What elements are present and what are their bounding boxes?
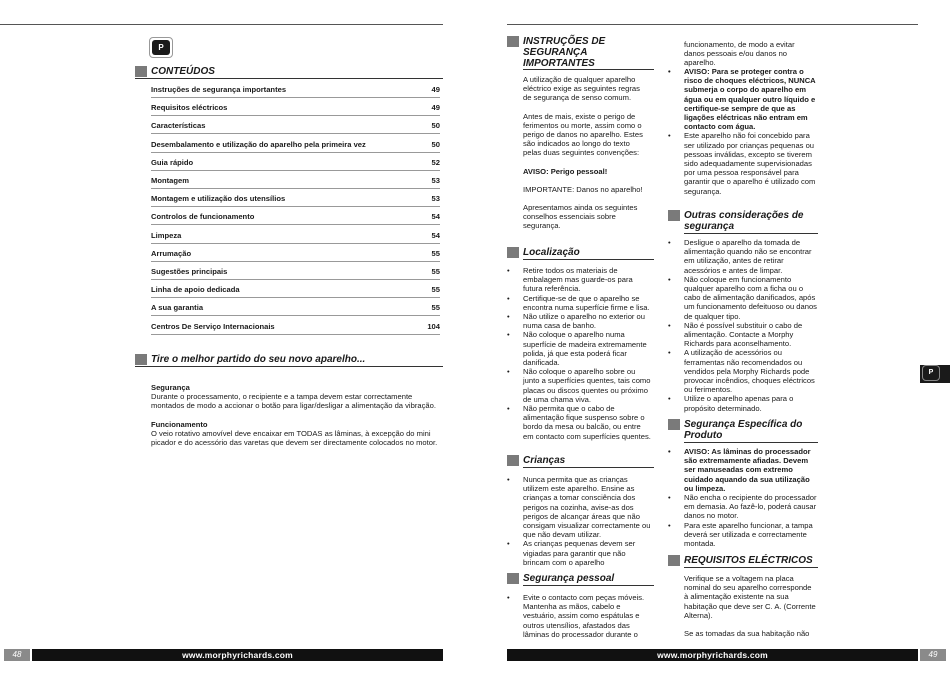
- children-section-header: [507, 455, 654, 469]
- language-edge-tab: [920, 365, 950, 383]
- toc-section-header: [135, 66, 443, 80]
- section-marker-icon: [507, 247, 519, 258]
- location-section-header: [507, 247, 654, 261]
- toc-row-label: Linha de apoio dedicada: [151, 285, 240, 295]
- toc-row-page: 49: [431, 103, 440, 113]
- section-marker-icon: [668, 419, 680, 430]
- electrical-body: [684, 574, 816, 638]
- list-item: • AVISO: As lâminas do processador são extremamente afiadas. Devem ser manuseadas com extremo cuidado aquando da sua utilização ou limpeza.: [668, 447, 818, 493]
- list-item: • Desligue o aparelho da tomada de alimentação quando não se encontrar em utilização, antes de retirar acessórios e antes de limpar.: [668, 238, 818, 275]
- safety-section-header: [507, 36, 654, 70]
- toc-row-label: Instruções de segurança importantes: [151, 85, 287, 94]
- list-item: • Não utilize o aparelho no exterior ou numa casa de banho.: [507, 312, 652, 330]
- toc-row-rule: [151, 261, 440, 262]
- safety-paragraph-3: Apresentamos ainda os seguintes conselhos essenciais sobre segurança.: [523, 203, 638, 231]
- toc-row-label: Limpeza: [151, 230, 182, 240]
- toc-row-page: 104: [427, 321, 440, 331]
- list-item: • Não encha o recipiente do processador em demasia. Ao fazê-lo, poderá causar danos no motor.: [668, 493, 818, 521]
- toc-row[interactable]: [151, 303, 440, 313]
- product-section-header: [668, 419, 818, 443]
- list-item: • Este aparelho não foi concebido para ser utilizado por crianças pequenas ou pessoas inválidas, excepto se tiverem sido adequadamente supervisionadas por uma pessoa responsável para garantir que o aparelho é utilizado com segurança.: [668, 131, 818, 195]
- toc-row[interactable]: [151, 85, 440, 95]
- footer-url-left[interactable]: www.morphyrichards.com: [32, 649, 443, 661]
- toc-row-label: Arrumação: [151, 248, 192, 258]
- list-item: • Certifique-se de que o aparelho se encontra numa superfície firme e lisa.: [507, 294, 652, 312]
- toc-row-label: Sugestões principais: [151, 267, 228, 276]
- toc-row-rule: [151, 206, 440, 207]
- list-item: • A utilização de acessórios ou ferramentas não recomendados ou vendidos pela Morphy Richards pode provocar incêndios, choques eléctricos ou ferimentos.: [668, 348, 818, 394]
- col2-continuation: funcionamento, de modo a evitar danos pessoais e/ou danos no aparelho.: [684, 40, 795, 68]
- list-item: • Não coloque o aparelho sobre ou junto a superfícies quentes, tais como placas ou discos quentes ou próximo de uma chama viva.: [507, 367, 652, 404]
- location-list: [507, 266, 652, 441]
- toc-row-label: Montagem: [151, 176, 189, 185]
- toc-row-rule: [151, 279, 440, 280]
- toc-row-page: 52: [431, 157, 440, 167]
- safety-title: INSTRUÇÕES DE SEGURANÇA IMPORTANTES: [523, 36, 606, 69]
- toc-row-label: Centros De Serviço Internacionais: [151, 321, 275, 331]
- toc-row[interactable]: [151, 267, 440, 277]
- top-rule-left: [0, 24, 443, 25]
- children-list: [507, 475, 652, 567]
- toc-row-page: 55: [431, 267, 440, 276]
- list-item: • Não permita que o cabo de alimentação fique suspenso sobre o bordo da mesa ou balcão, ou entre em contacto com superfícies quentes.: [507, 404, 652, 441]
- section-underline: [684, 442, 818, 443]
- language-badge-frame: [149, 37, 173, 58]
- toc-row[interactable]: [151, 158, 440, 168]
- security-heading: Segurança: [151, 383, 190, 392]
- safety-warning: AVISO: Perigo pessoal!: [523, 166, 608, 176]
- toc-row[interactable]: [151, 231, 440, 241]
- toc-row[interactable]: [151, 103, 440, 113]
- edge-language-badge: P: [924, 366, 938, 380]
- toc-row[interactable]: [151, 285, 440, 295]
- electrical-paragraph-1: Verifique se a voltagem na placa nominal do seu aparelho corresponde à alimentação existente na sua habitação que deve ser C. A. (Corrente Alterna).: [684, 574, 816, 620]
- product-list: [668, 447, 818, 548]
- toc-row-page: 54: [431, 212, 440, 222]
- section-marker-icon: [507, 36, 519, 47]
- section-marker-icon: [507, 573, 519, 584]
- toc-row-page: 54: [431, 230, 440, 240]
- list-item: • Nunca permita que as crianças utilizem este aparelho. Ensine as crianças a tomar consciência dos perigos na cozinha, avise-as dos perigos de alcançar áreas que não consigam visualizar correctamente ou que não devam utilizar.: [507, 475, 652, 539]
- toc-row-rule: [151, 170, 440, 171]
- other-list: [668, 238, 818, 413]
- section-underline: [523, 259, 654, 260]
- toc-row-rule: [151, 224, 440, 225]
- section-marker-icon: [135, 66, 147, 77]
- toc-row-rule: [151, 152, 440, 153]
- toc-row-page: 50: [431, 121, 440, 131]
- personal-title: Segurança pessoal: [523, 573, 615, 584]
- tips-title: Tire o melhor partido do seu novo aparelho...: [151, 354, 366, 365]
- toc-row-label: Montagem e utilização dos utensílios: [151, 194, 286, 204]
- section-underline: [523, 467, 654, 468]
- toc-row-page: 53: [431, 194, 440, 204]
- other-title: Outras considerações de segurança: [684, 210, 804, 232]
- location-title: Localização: [523, 247, 580, 258]
- toc-title: CONTEÚDOS: [151, 66, 215, 77]
- section-marker-icon: [507, 455, 519, 466]
- section-underline: [684, 567, 818, 568]
- toc-row-page: 55: [431, 248, 440, 258]
- toc-row-page: 53: [431, 176, 440, 185]
- section-underline: [135, 366, 443, 367]
- toc-row-page: 50: [431, 139, 440, 149]
- personal-list: [507, 593, 652, 639]
- toc-row[interactable]: [151, 322, 440, 332]
- toc-row-rule: [151, 188, 440, 189]
- electrical-section-header: [668, 555, 818, 569]
- tips-section-header: [135, 354, 443, 368]
- toc-row[interactable]: [151, 176, 440, 186]
- list-item: • Retire todos os materiais de embalagem mas guarde-os para futura referência.: [507, 266, 652, 294]
- toc-row-label: Requisitos eléctricos: [151, 103, 228, 113]
- list-item: • Para este aparelho funcionar, a tampa deverá ser utilizada e correctamente montada.: [668, 521, 818, 549]
- section-underline: [135, 78, 443, 79]
- toc-row-page: 49: [431, 85, 440, 94]
- toc-row-rule: [151, 334, 440, 335]
- children-title: Crianças: [523, 455, 566, 466]
- toc-row-rule: [151, 315, 440, 316]
- toc-row-label: Guia rápido: [151, 157, 194, 167]
- list-item: • Não coloque o aparelho numa superfície de madeira extremamente polida, já que esta poderá ficar danificada.: [507, 330, 652, 367]
- section-marker-icon: [135, 354, 147, 365]
- list-item: • As crianças pequenas devem ser vigiadas para garantir que não brincam com o aparelho: [507, 539, 652, 567]
- footer-url-right[interactable]: www.morphyrichards.com: [507, 649, 918, 661]
- electrical-paragraph-2: Se as tomadas da sua habitação não: [684, 629, 810, 639]
- tips-body: [151, 383, 441, 447]
- list-item: • Utilize o aparelho apenas para o propósito determinado.: [668, 394, 818, 412]
- toc-row-rule: [151, 97, 440, 98]
- toc-row[interactable]: [151, 212, 440, 222]
- function-text: O veio rotativo amovível deve encaixar em TODAS as lâminas, à excepção do mini picador e do acessório das varetas que devem ser directamente colocados no motor.: [151, 428, 438, 448]
- list-item: • AVISO: Para se proteger contra o risco de choques eléctricos, NUNCA submerja o corpo do aparelho em água ou em qualquer outro líquido e certifique-se sempre de que as ligações eléctricas não entram em contacto com água.: [668, 67, 818, 131]
- personal-section-header: [507, 573, 654, 587]
- col2-warning-list: [668, 67, 818, 196]
- page-number-right: 49: [920, 649, 946, 661]
- safety-important: IMPORTANTE: Danos no aparelho!: [523, 184, 643, 194]
- toc-row-page: 55: [431, 303, 440, 313]
- electrical-title: REQUISITOS ELÉCTRICOS: [684, 555, 813, 566]
- toc-row-label: Características: [151, 121, 206, 131]
- section-marker-icon: [668, 210, 680, 221]
- toc-row-rule: [151, 115, 440, 116]
- toc-row-rule: [151, 297, 440, 298]
- list-item: • Não coloque em funcionamento qualquer aparelho com a ficha ou o cabo de alimentação danificados, após um funcionamento defeituoso ou danos de qualquer tipo.: [668, 275, 818, 321]
- section-underline: [523, 69, 654, 70]
- top-rule-right: [507, 24, 918, 25]
- page-number-left: 48: [4, 649, 30, 661]
- product-title: Segurança Específica do Produto: [684, 419, 803, 441]
- toc-row-rule: [151, 133, 440, 134]
- toc-row[interactable]: [151, 249, 440, 259]
- toc-row-rule: [151, 243, 440, 244]
- list-item: • Não é possível substituir o cabo de alimentação. Contacte a Morphy Richards para aconselhamento.: [668, 321, 818, 349]
- section-underline: [684, 233, 818, 234]
- toc-row[interactable]: [151, 121, 440, 131]
- section-underline: [523, 585, 654, 586]
- toc-row-page: 55: [431, 285, 440, 295]
- function-heading: Funcionamento: [151, 419, 208, 429]
- toc-row-label: Desembalamento e utilização do aparelho pela primeira vez: [151, 139, 366, 149]
- toc-row-label: Controlos de funcionamento: [151, 212, 255, 222]
- other-section-header: [668, 210, 818, 234]
- safety-body: [523, 75, 648, 231]
- safety-paragraph-2: Antes de mais, existe o perigo de ferimentos ou morte, assim como o perigo de danos no aparelho. Estes são indicados ao longo do texto pelas duas seguintes convenções:: [523, 111, 643, 158]
- security-text: Durante o processamento, o recipiente e a tampa devem estar correctamente montados de modo a accionar o botão para ligar/desligar a alimentação da vibração.: [151, 392, 436, 411]
- safety-paragraph-1: A utilização de qualquer aparelho eléctrico exige as seguintes regras de segurança de senso comum.: [523, 75, 640, 103]
- toc-row[interactable]: [151, 140, 440, 150]
- section-marker-icon: [668, 555, 680, 566]
- edge-badge-frame: [922, 365, 940, 381]
- toc-row-label: A sua garantia: [151, 303, 204, 313]
- toc-row[interactable]: [151, 194, 440, 204]
- language-badge: P: [152, 40, 170, 55]
- list-item: • Evite o contacto com peças móveis. Mantenha as mãos, cabelo e vestuário, assim como espátulas e outros utensílios, afastados das lâminas do processador durante o: [507, 593, 652, 639]
